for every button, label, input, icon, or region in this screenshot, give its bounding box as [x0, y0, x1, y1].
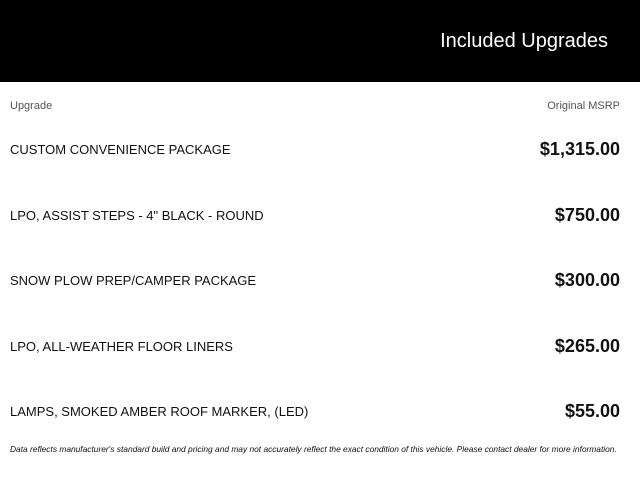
list-item: [0, 115, 640, 181]
upgrade-price: $265.00: [554, 335, 620, 356]
upgrade-price: $55.00: [564, 401, 620, 421]
list-item: [0, 377, 640, 443]
list-item: [0, 312, 640, 378]
column-header-upgrade: Upgrade: [10, 100, 53, 112]
upgrades-list: [0, 115, 640, 443]
page-title: Included Upgrades: [440, 30, 608, 52]
upgrade-name: LPO, ALL-WEATHER FLOOR LINERS: [10, 338, 233, 354]
upgrade-name: SNOW PLOW PREP/CAMPER PACKAGE: [10, 273, 257, 288]
upgrade-name: LPO, ASSIST STEPS - 4" BLACK - ROUND: [10, 207, 264, 223]
header-bar: [0, 0, 640, 82]
column-header-msrp: Original MSRP: [547, 100, 620, 112]
list-item: [0, 181, 640, 247]
upgrade-price: $300.00: [554, 270, 620, 290]
upgrade-name: LAMPS, SMOKED AMBER ROOF MARKER, (LED): [10, 404, 309, 419]
upgrade-name: CUSTOM CONVENIENCE PACKAGE: [10, 142, 231, 157]
upgrade-price: $750.00: [554, 204, 620, 225]
upgrade-price: $1,315.00: [539, 139, 620, 159]
list-item: [0, 246, 640, 312]
disclaimer-text: Data reflects manufacturer's standard build and pricing and may not accurately reflect the exact condition of this vehicle. Please contact dealer for more information.: [10, 444, 617, 454]
